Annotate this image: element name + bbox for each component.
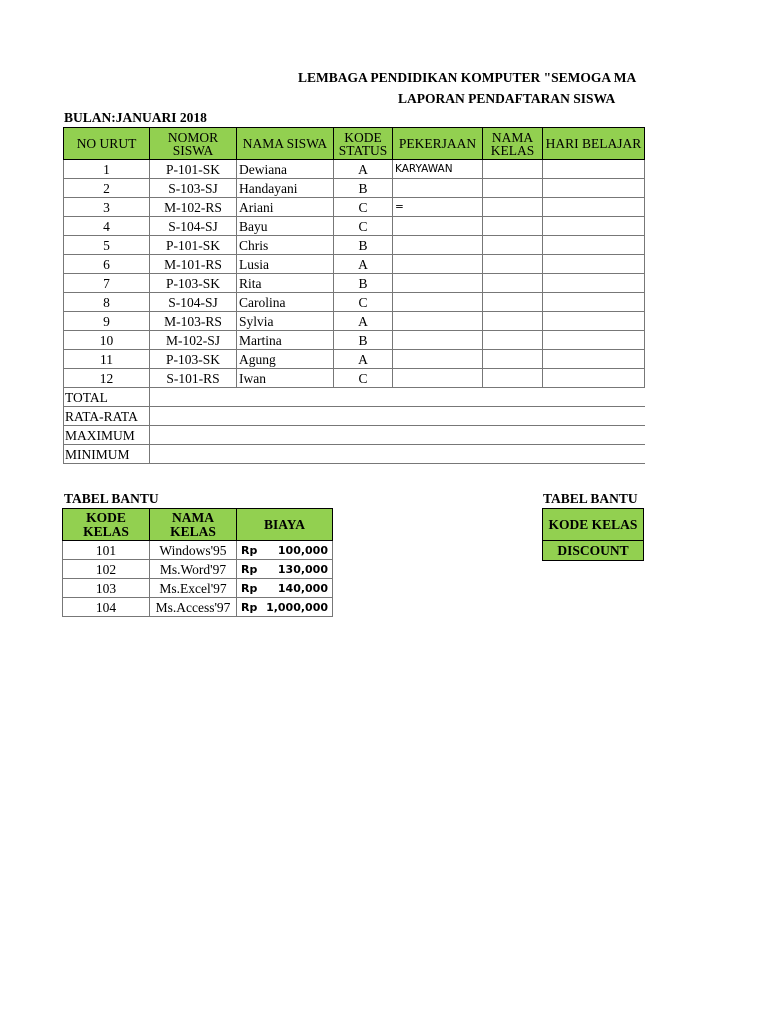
summary-row [64, 407, 645, 426]
cell-kode-status[interactable]: C [334, 217, 393, 236]
biaya-amount: 1,000,000 [266, 600, 328, 614]
cell-nama-siswa[interactable]: Lusia [237, 255, 334, 274]
kode-kelas-header[interactable]: KODE KELAS [543, 509, 644, 541]
cell-no-urut[interactable]: 2 [64, 179, 150, 198]
cell-nama-kelas[interactable] [483, 198, 543, 217]
table-row [64, 179, 645, 198]
cell-no-urut[interactable]: 7 [64, 274, 150, 293]
cell-no-urut[interactable]: 1 [64, 160, 150, 179]
table-row [63, 598, 333, 617]
cell-hari-belajar[interactable] [543, 293, 645, 312]
cell-nama-kelas[interactable] [483, 160, 543, 179]
cell-no-urut[interactable]: 10 [64, 331, 150, 350]
registration-table [63, 127, 645, 464]
tabel-bantu-discount [542, 508, 644, 561]
summary-row [64, 388, 645, 407]
cell-kode-kelas[interactable]: 104 [63, 598, 150, 617]
col-header-no-urut[interactable]: NO URUT [64, 128, 150, 160]
cell-nama-kelas[interactable]: Windows'95 [150, 541, 237, 560]
summary-label[interactable]: MAXIMUM [64, 426, 150, 445]
cell-kode-status[interactable]: A [334, 160, 393, 179]
table-row [64, 312, 645, 331]
table-row [64, 255, 645, 274]
cell-pekerjaan[interactable] [393, 312, 483, 331]
cell-hari-belajar[interactable] [543, 350, 645, 369]
cell-pekerjaan[interactable] [393, 293, 483, 312]
cell-pekerjaan[interactable] [393, 331, 483, 350]
cell-pekerjaan[interactable]: = [393, 198, 483, 217]
cell-biaya[interactable] [237, 579, 333, 598]
summary-value[interactable] [150, 407, 645, 426]
cell-kode-kelas[interactable]: 101 [63, 541, 150, 560]
cell-kode-status[interactable]: C [334, 369, 393, 388]
cell-nama-kelas[interactable] [483, 293, 543, 312]
cell-pekerjaan[interactable] [393, 255, 483, 274]
cell-nomor-siswa[interactable]: S-103-SJ [150, 179, 237, 198]
tabel-bantu-biaya [62, 508, 333, 617]
cell-kode-status[interactable]: B [334, 274, 393, 293]
table-row [63, 579, 333, 598]
cell-nomor-siswa[interactable]: M-103-RS [150, 312, 237, 331]
col-header-kode-status[interactable]: KODE STATUS [334, 128, 393, 160]
cell-nama-kelas[interactable] [483, 255, 543, 274]
cell-nama-kelas[interactable] [483, 217, 543, 236]
table-row [63, 541, 333, 560]
cell-kode-status[interactable]: B [334, 236, 393, 255]
cell-nama-siswa[interactable]: Ariani [237, 198, 334, 217]
cell-no-urut[interactable]: 6 [64, 255, 150, 274]
summary-value[interactable] [150, 445, 645, 464]
cell-nama-siswa[interactable]: Rita [237, 274, 334, 293]
table-row [64, 160, 645, 179]
cell-pekerjaan[interactable] [393, 217, 483, 236]
cell-nama-kelas[interactable] [483, 331, 543, 350]
cell-no-urut[interactable]: 11 [64, 350, 150, 369]
cell-hari-belajar[interactable] [543, 236, 645, 255]
tabel-bantu-2-title: TABEL BANTU [543, 491, 638, 506]
discount-header[interactable]: DISCOUNT [543, 541, 644, 561]
cell-hari-belajar[interactable] [543, 179, 645, 198]
cell-kode-kelas[interactable]: 103 [63, 579, 150, 598]
cell-biaya[interactable] [237, 598, 333, 617]
currency-label: Rp [241, 543, 258, 557]
biaya-amount: 100,000 [277, 543, 328, 557]
cell-kode-status[interactable]: C [334, 198, 393, 217]
table-row [64, 274, 645, 293]
cell-nama-siswa[interactable]: Martina [237, 331, 334, 350]
col-header-biaya[interactable]: BIAYA [237, 509, 333, 541]
summary-label[interactable]: RATA-RATA [64, 407, 150, 426]
biaya-amount: 130,000 [277, 562, 328, 576]
cell-nama-kelas[interactable] [483, 274, 543, 293]
biaya-amount: 140,000 [277, 581, 328, 595]
table-row [64, 369, 645, 388]
cell-kode-kelas[interactable]: 102 [63, 560, 150, 579]
cell-hari-belajar[interactable] [543, 217, 645, 236]
cell-nama-kelas[interactable] [483, 312, 543, 331]
table-header-row [63, 509, 333, 541]
cell-hari-belajar[interactable] [543, 255, 645, 274]
cell-pekerjaan[interactable] [393, 274, 483, 293]
cell-nama-siswa[interactable]: Sylvia [237, 312, 334, 331]
cell-nomor-siswa[interactable]: P-103-SK [150, 350, 237, 369]
cell-hari-belajar[interactable] [543, 198, 645, 217]
cell-biaya[interactable] [237, 541, 333, 560]
col-header-nama-kelas[interactable]: NAMA KELAS [150, 509, 237, 541]
cell-nama-kelas[interactable]: Ms.Excel'97 [150, 579, 237, 598]
report-month: BULAN:JANUARI 2018 [64, 110, 207, 125]
summary-label[interactable]: TOTAL [64, 388, 150, 407]
summary-value[interactable] [150, 388, 645, 407]
cell-pekerjaan[interactable] [393, 179, 483, 198]
table-row [64, 350, 645, 369]
cell-biaya[interactable] [237, 560, 333, 579]
cell-nama-siswa[interactable]: Carolina [237, 293, 334, 312]
table-row [64, 293, 645, 312]
col-header-nomor-siswa[interactable]: NOMOR SISWA [150, 128, 237, 160]
cell-kode-status[interactable]: B [334, 331, 393, 350]
col-header-nama-siswa[interactable]: NAMA SISWA [237, 128, 334, 160]
cell-kode-status[interactable]: C [334, 293, 393, 312]
cell-hari-belajar[interactable] [543, 274, 645, 293]
cell-nomor-siswa[interactable]: P-101-SK [150, 236, 237, 255]
col-header-nama-kelas[interactable]: NAMA KELAS [483, 128, 543, 160]
cell-nama-kelas[interactable] [483, 369, 543, 388]
summary-row [64, 426, 645, 445]
cell-kode-status[interactable]: B [334, 179, 393, 198]
cell-pekerjaan[interactable] [393, 350, 483, 369]
table-row [64, 198, 645, 217]
cell-no-urut[interactable]: 3 [64, 198, 150, 217]
cell-nama-kelas[interactable] [483, 236, 543, 255]
cell-hari-belajar[interactable] [543, 160, 645, 179]
summary-row [64, 445, 645, 464]
currency-label: Rp [241, 581, 258, 595]
table-header-row [64, 128, 645, 160]
currency-label: Rp [241, 600, 258, 614]
cell-nomor-siswa[interactable]: M-102-SJ [150, 331, 237, 350]
cell-no-urut[interactable]: 12 [64, 369, 150, 388]
cell-nama-siswa[interactable]: Agung [237, 350, 334, 369]
cell-nama-siswa[interactable]: Dewiana [237, 160, 334, 179]
report-title: LAPORAN PENDAFTARAN SISWA [398, 91, 616, 106]
col-header-kode-kelas[interactable]: KODE KELAS [63, 509, 150, 541]
cell-hari-belajar[interactable] [543, 312, 645, 331]
cell-nomor-siswa[interactable]: P-103-SK [150, 274, 237, 293]
cell-nama-kelas[interactable] [483, 179, 543, 198]
report-title-institution: LEMBAGA PENDIDIKAN KOMPUTER "SEMOGA MA [298, 70, 637, 85]
cell-nama-kelas[interactable]: Ms.Word'97 [150, 560, 237, 579]
cell-nomor-siswa[interactable]: S-104-SJ [150, 217, 237, 236]
col-header-pekerjaan[interactable]: PEKERJAAN [393, 128, 483, 160]
cell-hari-belajar[interactable] [543, 331, 645, 350]
cell-nama-siswa[interactable]: Iwan [237, 369, 334, 388]
cell-pekerjaan[interactable] [393, 369, 483, 388]
cell-nama-siswa[interactable]: Bayu [237, 217, 334, 236]
table-row [64, 236, 645, 255]
currency-label: Rp [241, 562, 258, 576]
cell-kode-status[interactable]: A [334, 312, 393, 331]
cell-kode-status[interactable]: A [334, 255, 393, 274]
summary-value[interactable] [150, 426, 645, 445]
cell-nama-kelas[interactable]: Ms.Access'97 [150, 598, 237, 617]
summary-label[interactable]: MINIMUM [64, 445, 150, 464]
cell-nama-siswa[interactable]: Chris [237, 236, 334, 255]
table-row [63, 560, 333, 579]
cell-no-urut[interactable]: 9 [64, 312, 150, 331]
cell-nomor-siswa[interactable]: S-101-RS [150, 369, 237, 388]
col-header-hari-belajar[interactable]: HARI BELAJAR [543, 128, 645, 160]
cell-nama-siswa[interactable]: Handayani [237, 179, 334, 198]
cell-nomor-siswa[interactable]: M-102-RS [150, 198, 237, 217]
cell-no-urut[interactable]: 8 [64, 293, 150, 312]
tabel-bantu-title: TABEL BANTU [64, 491, 159, 506]
cell-pekerjaan[interactable] [393, 236, 483, 255]
cell-kode-status[interactable]: A [334, 350, 393, 369]
table-row [64, 331, 645, 350]
cell-pekerjaan[interactable]: KARYAWAN [393, 160, 483, 179]
cell-no-urut[interactable]: 5 [64, 236, 150, 255]
cell-hari-belajar[interactable] [543, 369, 645, 388]
cell-nomor-siswa[interactable]: P-101-SK [150, 160, 237, 179]
cell-nomor-siswa[interactable]: S-104-SJ [150, 293, 237, 312]
table-row [64, 217, 645, 236]
cell-nomor-siswa[interactable]: M-101-RS [150, 255, 237, 274]
cell-nama-kelas[interactable] [483, 350, 543, 369]
cell-no-urut[interactable]: 4 [64, 217, 150, 236]
